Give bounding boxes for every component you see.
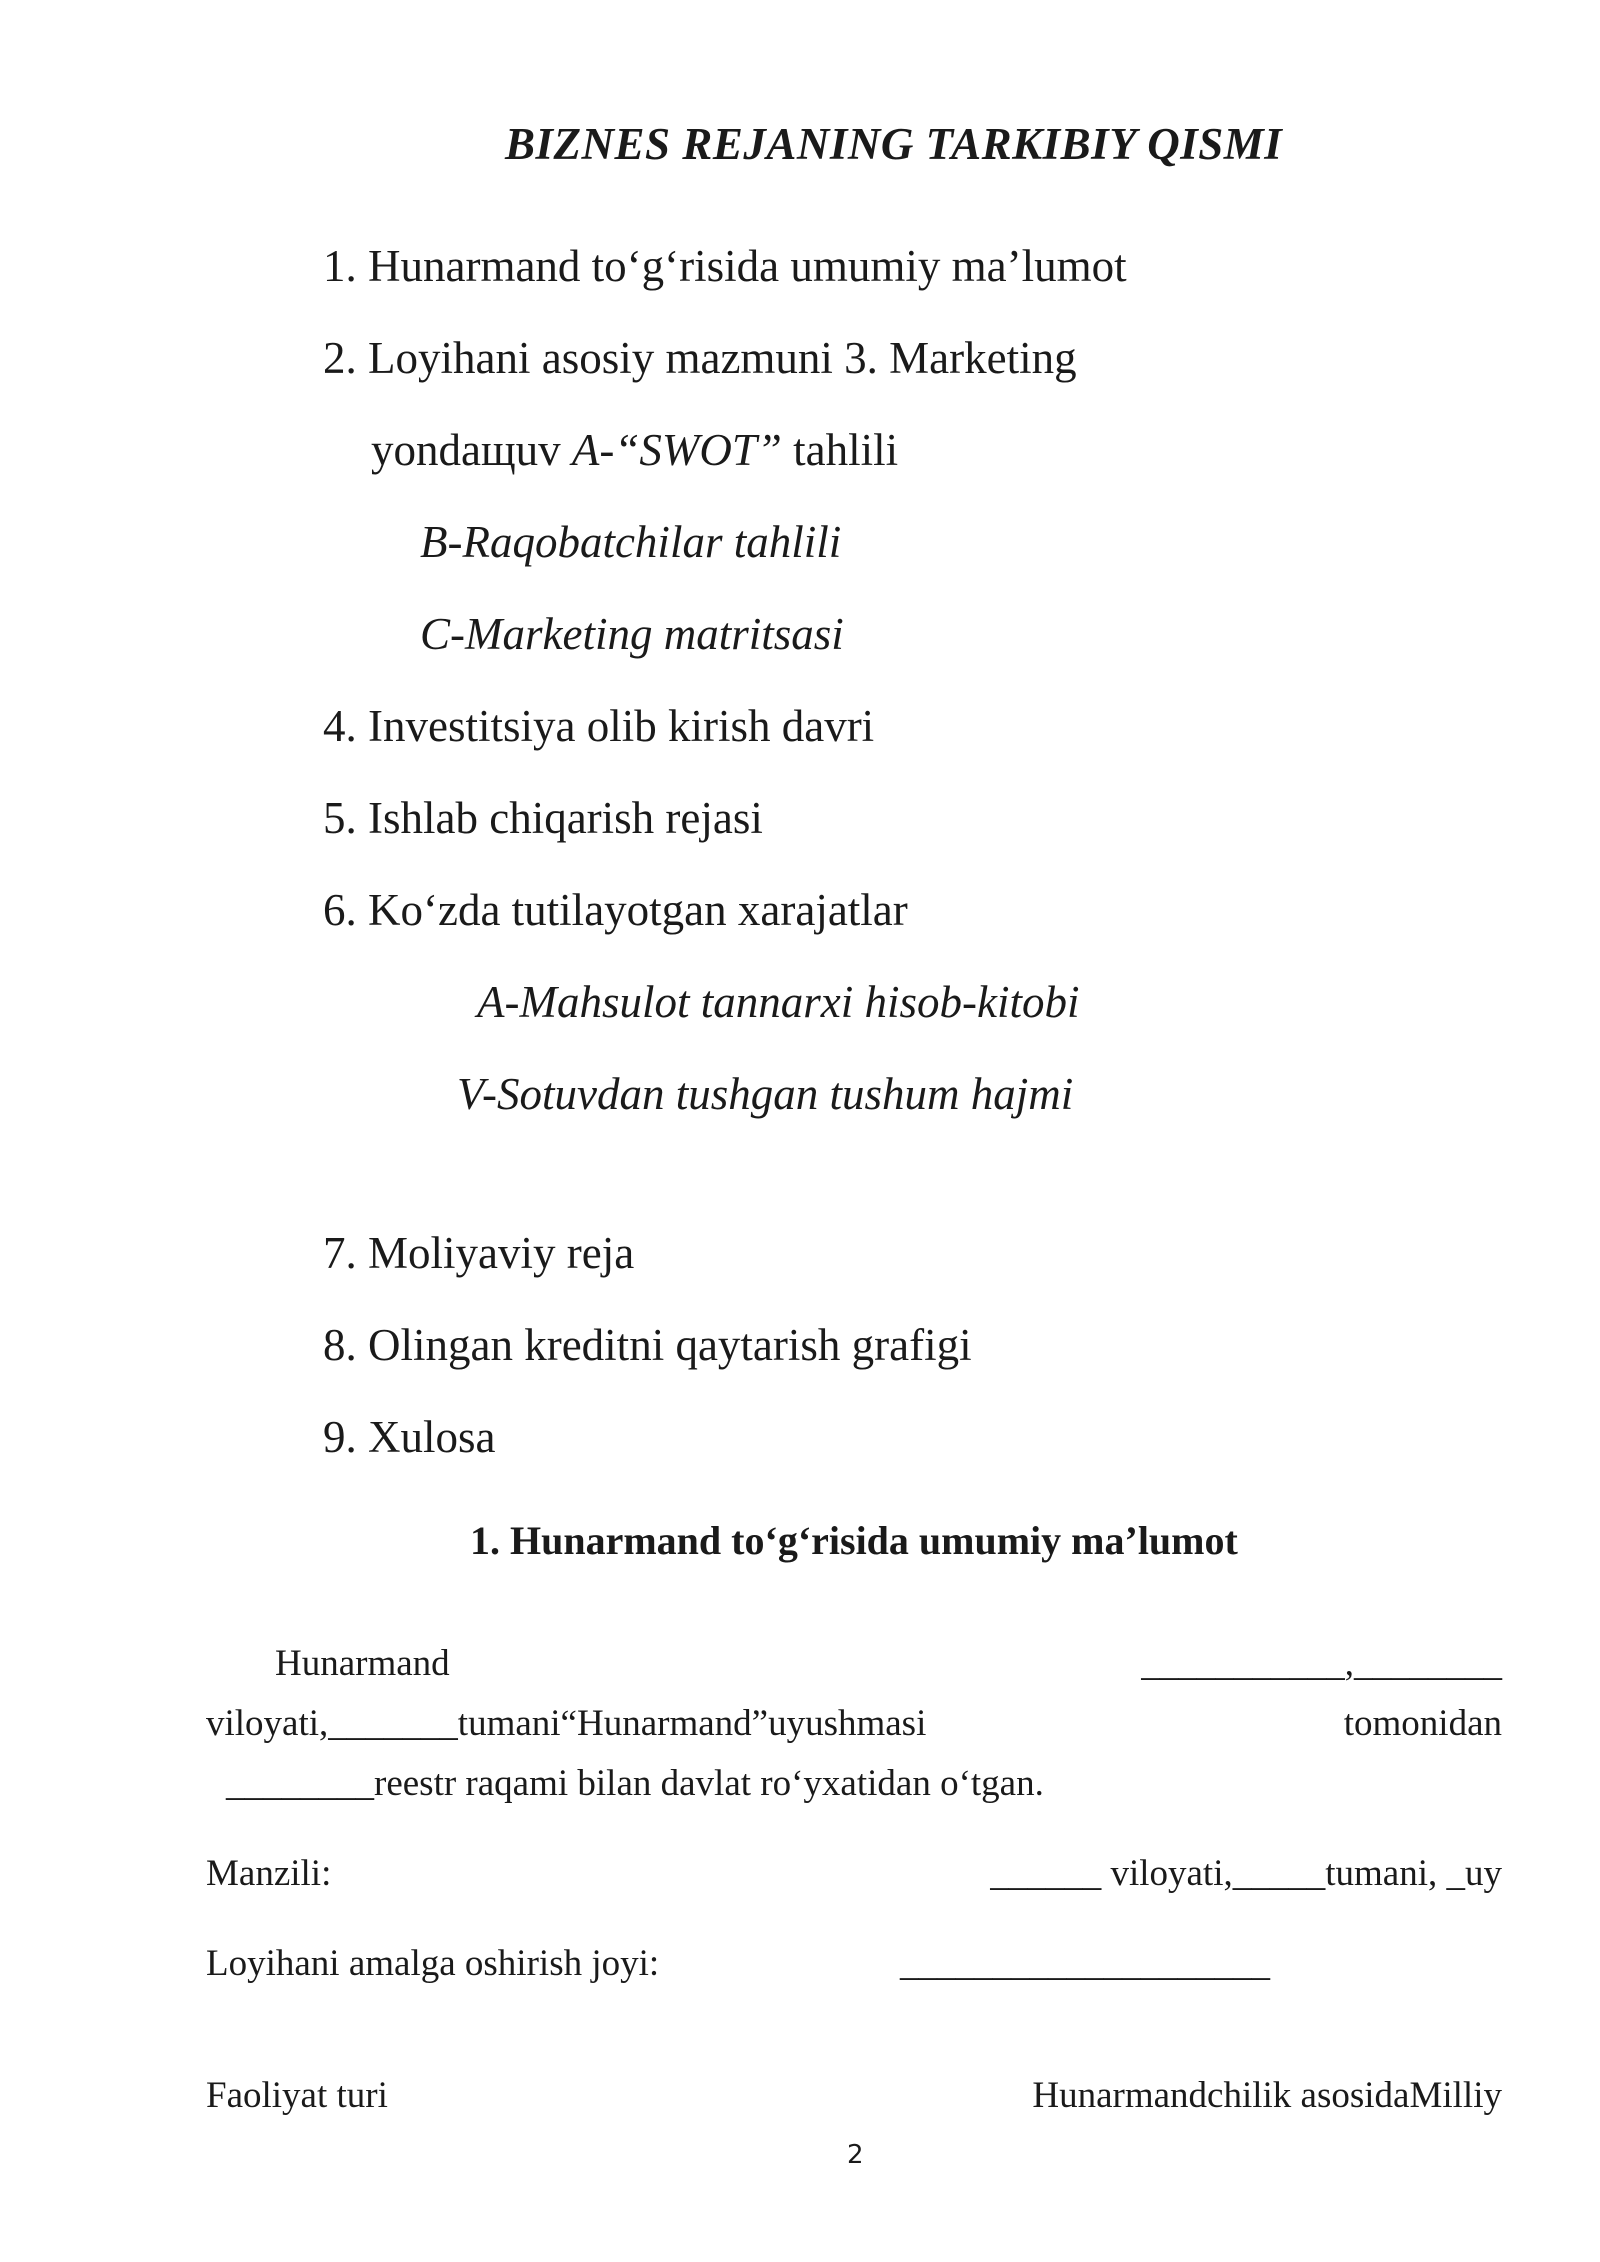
activity-value: Hunarmandchilik asosidaMilliy: [1032, 2075, 1502, 2116]
location-label: Loyihani amalga oshirish joyi:: [206, 1943, 660, 1984]
address-label: Manzili:: [206, 1853, 332, 1894]
registry-line: ________reestr raqami bilan davlat ro‘yxatidan o‘tgan.: [226, 1763, 1044, 1804]
location-value: ____________________: [900, 1943, 1270, 1984]
toc-sub-b: B-Raqobatchilar tahlili: [420, 517, 842, 567]
page-number: 2: [847, 2140, 864, 2170]
craftsman-label: Hunarmand: [275, 1643, 450, 1684]
craftsman-blank: ___________,________: [1141, 1643, 1502, 1684]
toc-sub-c: C-Marketing matritsasi: [420, 609, 844, 659]
toc-item-7: 7. Moliyaviy reja: [323, 1228, 635, 1278]
toc-item-3: [371, 424, 898, 476]
toc-item-8: 8. Olingan kreditni qaytarish grafigi: [323, 1320, 972, 1370]
region-line: viloyati,_______tumani“Hunarmand”uyushmasi: [206, 1703, 927, 1744]
toc-item-9: 9. Xulosa: [323, 1412, 496, 1462]
tomonidan-text: tomonidan: [1343, 1703, 1502, 1744]
toc-item-6: 6. Ko‘zda tutilayotgan xarajatlar: [323, 885, 908, 935]
toc-item-2: 2. Loyihani asosiy mazmuni 3. Marketing: [323, 333, 1077, 383]
section-heading: 1. Hunarmand to‘g‘risida umumiy ma’lumot: [470, 1518, 1238, 1563]
address-value: ______ viloyati,_____tumani, _uy: [990, 1853, 1502, 1894]
toc-sub-v: V-Sotuvdan tushgan tushum hajmi: [457, 1069, 1074, 1119]
activity-label: Faoliyat turi: [206, 2075, 388, 2116]
toc-sub-a: A-Mahsulot tannarxi hisob-kitobi: [477, 977, 1080, 1027]
page-title: BIZNES REJANING TARKIBIY QISMI: [505, 119, 1283, 169]
toc-item-3-swot: A-“SWOT”: [571, 425, 782, 475]
toc-item-3-prefix: yondaщuv: [371, 425, 572, 475]
toc-item-5: 5. Ishlab chiqarish rejasi: [323, 793, 763, 843]
toc-item-4: 4. Investitsiya olib kirish davri: [323, 701, 875, 751]
toc-item-1: 1. Hunarmand to‘g‘risida umumiy ma’lumot: [323, 241, 1127, 291]
toc-item-3-suffix: tahlili: [781, 425, 899, 475]
